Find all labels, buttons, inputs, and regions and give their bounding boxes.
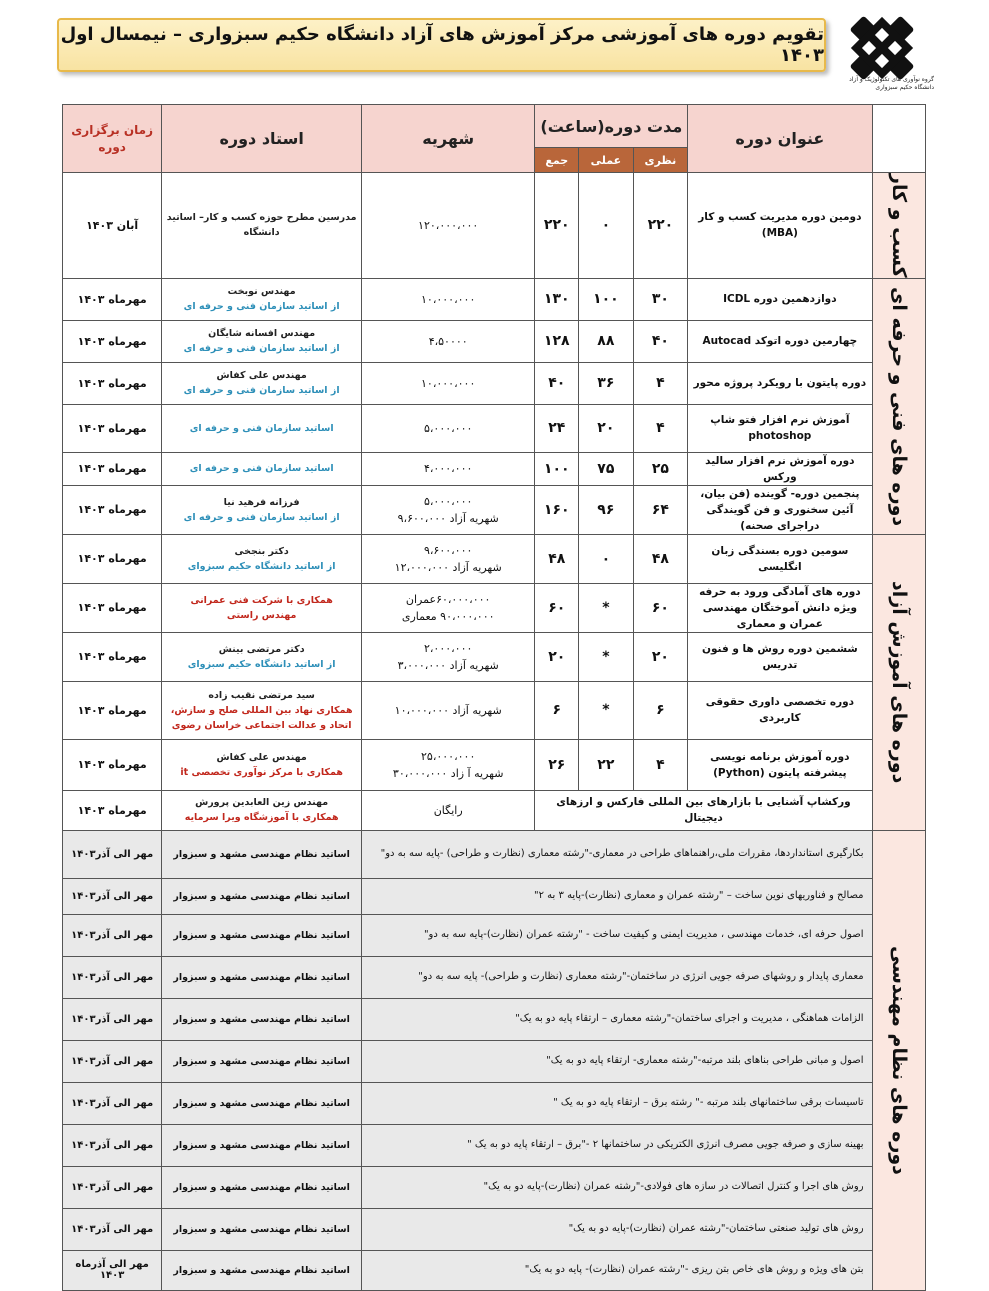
teacher-affiliation: همکاری با مرکز نوآوری تخصصی it — [180, 766, 343, 778]
engineering-teacher: اساتید نظام مهندسی مشهد و سبزوار — [162, 878, 362, 914]
course-row — [63, 404, 926, 452]
teacher-name: مهندس نوبخت — [227, 286, 296, 298]
fee-cell — [361, 485, 534, 534]
fee-value: ۲۵،۰۰۰،۰۰۰ — [421, 749, 476, 763]
engineering-teacher: اساتید نظام مهندسی مشهد و سبزوار — [162, 914, 362, 956]
course-time: مهرماه ۱۴۰۳ — [63, 485, 162, 534]
practical-hours: ۸۸ — [579, 320, 634, 362]
course-row — [63, 278, 926, 320]
engineering-course-row — [63, 1040, 926, 1082]
engineering-course-title: اصول و مبانی طراحی بناهای بلند مرتبه-"رشته معماری- ارتقاء پایه دو به یک" — [361, 1040, 872, 1082]
fee-cell — [361, 452, 534, 485]
engineering-time: مهر الی آذر۱۴۰۳ — [63, 830, 162, 878]
fee-value-alt: شهریه آزاد ۹،۶۰۰،۰۰۰ — [397, 511, 499, 525]
course-title: دوره آموزش نرم افزار سالید ورکس — [688, 452, 872, 485]
teacher-cell — [162, 632, 362, 681]
total-hours: ۶ — [535, 681, 579, 739]
engineering-time: مهر الی آذر۱۴۰۳ — [63, 956, 162, 998]
teacher-cell — [162, 320, 362, 362]
course-time: مهرماه ۱۴۰۳ — [63, 632, 162, 681]
fee-value: ۹،۶۰۰،۰۰۰ — [423, 543, 473, 557]
category-label: کسب و کار — [887, 173, 910, 278]
teacher-affiliation: از اساتید سازمان فنی و حرفه ای — [183, 343, 340, 355]
engineering-course-row — [63, 1250, 926, 1290]
engineering-teacher: اساتید نظام مهندسی مشهد و سبزوار — [162, 1124, 362, 1166]
theory-hours: ۶۴ — [633, 485, 688, 534]
teacher-cell — [162, 534, 362, 583]
teacher-affiliation: همکاری نهاد بین المللی صلح و سازش، اتحاد و عدالت اجتماعی خراسان رضوی — [170, 704, 353, 731]
teacher-affiliation: مهندس راستی — [226, 609, 297, 621]
fee-value: ۴،۰۰۰،۰۰۰ — [423, 462, 473, 476]
course-time: مهرماه ۱۴۰۳ — [63, 790, 162, 830]
engineering-course-row — [63, 1124, 926, 1166]
engineering-teacher: اساتید نظام مهندسی مشهد و سبزوار — [162, 1208, 362, 1250]
teacher-cell — [162, 681, 362, 739]
course-row — [63, 452, 926, 485]
total-hours: ۱۶۰ — [535, 485, 579, 534]
course-time: مهرماه ۱۴۰۳ — [63, 362, 162, 404]
fee-value: ۱۲۰،۰۰۰،۰۰۰ — [418, 218, 479, 232]
teacher-name: مهندس علی کفاش — [216, 370, 307, 382]
teacher-name: دکتر مرتضی بینش — [218, 643, 305, 655]
teacher-cell — [162, 173, 362, 279]
engineering-time: مهر الی آذر۱۴۰۳ — [63, 1208, 162, 1250]
fee-value-alt: شهریه آزاد ۱۲،۰۰۰،۰۰۰ — [394, 560, 502, 574]
practical-hours: * — [579, 632, 634, 681]
course-title: سومین دوره بسندگی زبان انگلیسی — [688, 534, 872, 583]
engineering-course-row — [63, 1166, 926, 1208]
engineering-time: مهر الی آذر۱۴۰۳ — [63, 1040, 162, 1082]
fee-value-alt: شهریه آ زاد ۳۰،۰۰۰،۰۰۰ — [392, 766, 504, 780]
total-hours: ۲۶ — [535, 739, 579, 790]
engineering-teacher: اساتید نظام مهندسی مشهد و سبزوار — [162, 1250, 362, 1290]
theory-hours: ۴ — [633, 362, 688, 404]
course-title: چهارمین دوره اتوکد Autocad — [688, 320, 872, 362]
category-engineering — [872, 830, 925, 1290]
engineering-course-title: الزامات هماهنگی ، مدیریت و اجرای ساختمان-"رشته معماری – ارتقاء پایه دو به یک" — [361, 998, 872, 1040]
fee-value-alt: ۹۰،۰۰۰،۰۰۰ معماری — [401, 609, 495, 623]
course-row — [63, 534, 926, 583]
category-technical — [872, 278, 925, 534]
category-label: دوره های آموزش آزاد — [887, 581, 910, 784]
fee-cell — [361, 583, 534, 632]
course-row — [63, 320, 926, 362]
header-practical: عملی — [579, 148, 634, 173]
header-fee: شهریه — [361, 105, 534, 173]
teacher-affiliation: از اساتید سازمان فنی و حرفه ای — [183, 511, 340, 523]
fee-cell — [361, 739, 534, 790]
header-theory: نظری — [633, 148, 688, 173]
teacher-cell — [162, 739, 362, 790]
engineering-course-row — [63, 1082, 926, 1124]
theory-hours: ۲۲۰ — [633, 173, 688, 279]
engineering-course-row — [63, 914, 926, 956]
fee-cell — [361, 173, 534, 279]
practical-hours: ۱۰۰ — [579, 278, 634, 320]
engineering-course-title: اصول حرفه ای، خدمات مهندسی ، مدیریت ایمنی و کیفیت ساخت - "رشته عمران (نظارت)-پایه سه به دو" — [361, 914, 872, 956]
course-time: مهرماه ۱۴۰۳ — [63, 452, 162, 485]
teacher-affiliation: از اساتید سازمان فنی و حرفه ای — [183, 301, 340, 313]
practical-hours: ۰ — [579, 534, 634, 583]
teacher-name: فرزانه فرهید نیا — [223, 496, 300, 508]
course-time: مهرماه ۱۴۰۳ — [63, 320, 162, 362]
header-total: جمع — [535, 148, 579, 173]
engineering-course-row — [63, 998, 926, 1040]
course-title: دومین دوره مدیریت کسب و کار (MBA) — [688, 173, 872, 279]
course-title: دوره آموزش برنامه نویسی پیشرفته پایتون (Python) — [688, 739, 872, 790]
theory-hours: ۴ — [633, 404, 688, 452]
page-title: تقویم دوره های آموزشی مرکز آموزش های آزاد دانشگاه حکیم سبزواری – نیمسال اول ۱۴۰۳ — [60, 24, 824, 66]
total-hours: ۱۰۰ — [535, 452, 579, 485]
fee-value: رایگان — [433, 803, 463, 817]
total-hours: ۱۳۰ — [535, 278, 579, 320]
engineering-course-title: معماری پایدار و روشهای صرفه جویی انرژی در ساختمان-"رشته معماری (نظارت و طراحی)- پایه سه به دو" — [361, 956, 872, 998]
total-hours: ۲۰ — [535, 632, 579, 681]
teacher-name: دکتر بنجخی — [234, 545, 289, 557]
teacher-name: سید مرتضی نقیب زاده — [208, 689, 315, 701]
course-row — [63, 485, 926, 534]
category-business — [872, 173, 925, 279]
engineering-course-title: مصالح و فناوریهای نوین ساخت – "رشته عمران و معماری (نظارت)-پایه ۳ به ۲" — [361, 878, 872, 914]
engineering-time: مهر الی آذر۱۴۰۳ — [63, 1166, 162, 1208]
course-row — [63, 583, 926, 632]
practical-hours: ۹۶ — [579, 485, 634, 534]
course-title: آموزش نرم افزار فتو شاپ photoshop — [688, 404, 872, 452]
category-label: دوره های نظام مهندسی — [887, 945, 910, 1175]
course-row — [63, 739, 926, 790]
engineering-teacher: اساتید نظام مهندسی مشهد و سبزوار — [162, 830, 362, 878]
practical-hours: ۷۵ — [579, 452, 634, 485]
teacher-name: مدرسین مطرح حوزه کسب و کار– اساتید دانشگاه — [166, 212, 357, 239]
teacher-name: مهندس زین العابدین پرورش — [195, 797, 329, 809]
title-banner — [57, 18, 826, 72]
header-duration: مدت دوره(ساعت) — [535, 105, 688, 148]
engineering-time: مهر الی آذر۱۴۰۳ — [63, 1082, 162, 1124]
course-time: آبان ۱۴۰۳ — [63, 173, 162, 279]
fee-cell — [361, 681, 534, 739]
fee-value: ۵،۰۰۰،۰۰۰ — [423, 421, 473, 435]
engineering-teacher: اساتید نظام مهندسی مشهد و سبزوار — [162, 998, 362, 1040]
fee-value: ۲،۰۰۰،۰۰۰ — [423, 641, 473, 655]
course-time: مهرماه ۱۴۰۳ — [63, 404, 162, 452]
theory-hours: ۶ — [633, 681, 688, 739]
theory-hours: ۶۰ — [633, 583, 688, 632]
teacher-affiliation: از اساتید دانشگاه حکیم سبزوای — [187, 658, 336, 670]
engineering-teacher: اساتید نظام مهندسی مشهد و سبزوار — [162, 1082, 362, 1124]
teacher-cell — [162, 485, 362, 534]
teacher-cell — [162, 790, 362, 830]
practical-hours: ۲۲ — [579, 739, 634, 790]
course-row — [63, 681, 926, 739]
engineering-time: مهر الی آذر۱۴۰۳ — [63, 998, 162, 1040]
teacher-affiliation: از اساتید سازمان فنی و حرفه ای — [183, 385, 340, 397]
theory-hours: ۳۰ — [633, 278, 688, 320]
teacher-affiliation: همکاری با آموزشگاه ویرا سرمایه — [184, 812, 339, 824]
header-teacher: استاد دوره — [162, 105, 362, 173]
engineering-course-title: بهینه سازی و صرفه جویی مصرف انرژی الکتریکی در ساختمانها ۲ -"برق – ارتقاء پایه دو به یک " — [361, 1124, 872, 1166]
fee-cell — [361, 632, 534, 681]
total-hours: ۱۲۸ — [535, 320, 579, 362]
fee-value: ۱۰،۰۰۰،۰۰۰ — [421, 376, 476, 390]
engineering-time: مهر الی آذرماه ۱۴۰۳ — [63, 1250, 162, 1290]
engineering-course-title: روش های تولید صنعتی ساختمان-"رشته عمران (نظارت)-پایه دو به یک" — [361, 1208, 872, 1250]
fee-value: ۴،۵۰۰۰۰ — [428, 334, 468, 348]
course-time: مهرماه ۱۴۰۳ — [63, 534, 162, 583]
course-time: مهرماه ۱۴۰۳ — [63, 681, 162, 739]
course-row — [63, 173, 926, 279]
category-free — [872, 534, 925, 830]
total-hours: ۴۸ — [535, 534, 579, 583]
course-title: دوره تخصصی داوری حقوقی کاربردی — [688, 681, 872, 739]
teacher-cell — [162, 452, 362, 485]
course-time: مهرماه ۱۴۰۳ — [63, 583, 162, 632]
theory-hours: ۴۰ — [633, 320, 688, 362]
theory-hours: ۴ — [633, 739, 688, 790]
course-title: ششمین دوره روش ها و فنون تدریس — [688, 632, 872, 681]
header-time: زمان برگزاری دوره — [63, 105, 162, 173]
theory-hours: ۲۰ — [633, 632, 688, 681]
fee-cell — [361, 790, 534, 830]
category-label: دوره های فنی و حرفه ای — [887, 286, 910, 526]
engineering-course-row — [63, 1208, 926, 1250]
practical-hours: * — [579, 681, 634, 739]
practical-hours: * — [579, 583, 634, 632]
teacher-affiliation: از اساتید دانشگاه حکیم سبزوای — [187, 560, 336, 572]
course-title: دوره پایتون با رویکرد پروژه محور — [688, 362, 872, 404]
fee-cell — [361, 404, 534, 452]
practical-hours: ۰ — [579, 173, 634, 279]
logo-caption: گروه نوآوری های تکنولوژیک و آزاد دانشگاه حکیم سبزواری — [849, 76, 934, 91]
fee-cell — [361, 362, 534, 404]
engineering-time: مهر الی آذر۱۴۰۳ — [63, 914, 162, 956]
total-hours: ۴۰ — [535, 362, 579, 404]
teacher-cell — [162, 362, 362, 404]
total-hours: ۲۲۰ — [535, 173, 579, 279]
teacher-name: مهندس افسانه شایگان — [208, 328, 316, 340]
teacher-name: همکاری با شرکت فنی عمرانی — [190, 594, 333, 606]
teacher-cell — [162, 278, 362, 320]
fee-value: ۵،۰۰۰،۰۰۰ — [423, 494, 473, 508]
practical-hours: ۲۰ — [579, 404, 634, 452]
engineering-course-row — [63, 830, 926, 878]
course-title: پنجمین دوره- گوینده (فن بیان، آئین سخنوری و فن گویندگی دراجرای صحنه) — [688, 485, 872, 534]
engineering-course-row — [63, 878, 926, 914]
engineering-teacher: اساتید نظام مهندسی مشهد و سبزوار — [162, 956, 362, 998]
total-hours: ۶۰ — [535, 583, 579, 632]
practical-hours: ۳۶ — [579, 362, 634, 404]
engineering-course-title: بکارگیری استانداردها، مقررات ملی،راهنماهای طراحی در معماری-"رشته معماری (نظارت و طراحی) -پایه سه به دو" — [361, 830, 872, 878]
course-title: ورکشاپ آشنایی با بازارهای بین المللی فارکس و ارزهای دیجیتال — [535, 790, 872, 830]
fee-value-alt: شهریه آزاد ۳،۰۰۰،۰۰۰ — [397, 658, 499, 672]
corner-cell — [872, 105, 925, 173]
course-row — [63, 632, 926, 681]
course-calendar-table — [62, 104, 926, 1291]
fee-cell — [361, 278, 534, 320]
course-row — [63, 790, 926, 830]
engineering-course-title: روش های اجرا و کنترل اتصالات در سازه های فولادی-"رشته عمران (نظارت)-پایه دو به یک" — [361, 1166, 872, 1208]
teacher-affiliation: اساتید سازمان فنی و حرفه ای — [189, 463, 334, 475]
course-time: مهرماه ۱۴۰۳ — [63, 739, 162, 790]
fee-value: ۶۰،۰۰۰،۰۰۰عمران — [405, 592, 491, 606]
total-hours: ۲۴ — [535, 404, 579, 452]
fee-cell — [361, 320, 534, 362]
fee-cell — [361, 534, 534, 583]
engineering-teacher: اساتید نظام مهندسی مشهد و سبزوار — [162, 1040, 362, 1082]
teacher-affiliation: اساتید سازمان فنی و حرفه ای — [189, 422, 334, 434]
course-title: دوازدهمین دوره ICDL — [688, 278, 872, 320]
theory-hours: ۴۸ — [633, 534, 688, 583]
course-title: دوره های آمادگی ورود به حرفه ویژه دانش آموختگان مهندسی عمران و معماری — [688, 583, 872, 632]
engineering-course-title: تاسیسات برقی ساختمانهای بلند مرتبه -" رشته برق – ارتقاء پایه دو به یک " — [361, 1082, 872, 1124]
engineering-time: مهر الی آذر۱۴۰۳ — [63, 878, 162, 914]
fee-value: ۱۰،۰۰۰،۰۰۰ — [421, 292, 476, 306]
engineering-course-row — [63, 956, 926, 998]
theory-hours: ۲۵ — [633, 452, 688, 485]
fee-value: شهریه آزاد ۱۰،۰۰۰،۰۰۰ — [394, 703, 502, 717]
course-time: مهرماه ۱۴۰۳ — [63, 278, 162, 320]
teacher-cell — [162, 404, 362, 452]
course-row — [63, 362, 926, 404]
header-course-title: عنوان دوره — [688, 105, 872, 173]
teacher-cell — [162, 583, 362, 632]
engineering-course-title: بتن های ویژه و روش های خاص بتن ریزی -"رشته عمران (نظارت)- پایه دو به یک" — [361, 1250, 872, 1290]
engineering-teacher: اساتید نظام مهندسی مشهد و سبزوار — [162, 1166, 362, 1208]
engineering-time: مهر الی آذر۱۴۰۳ — [63, 1124, 162, 1166]
teacher-name: مهندس علی کفاش — [216, 751, 307, 763]
